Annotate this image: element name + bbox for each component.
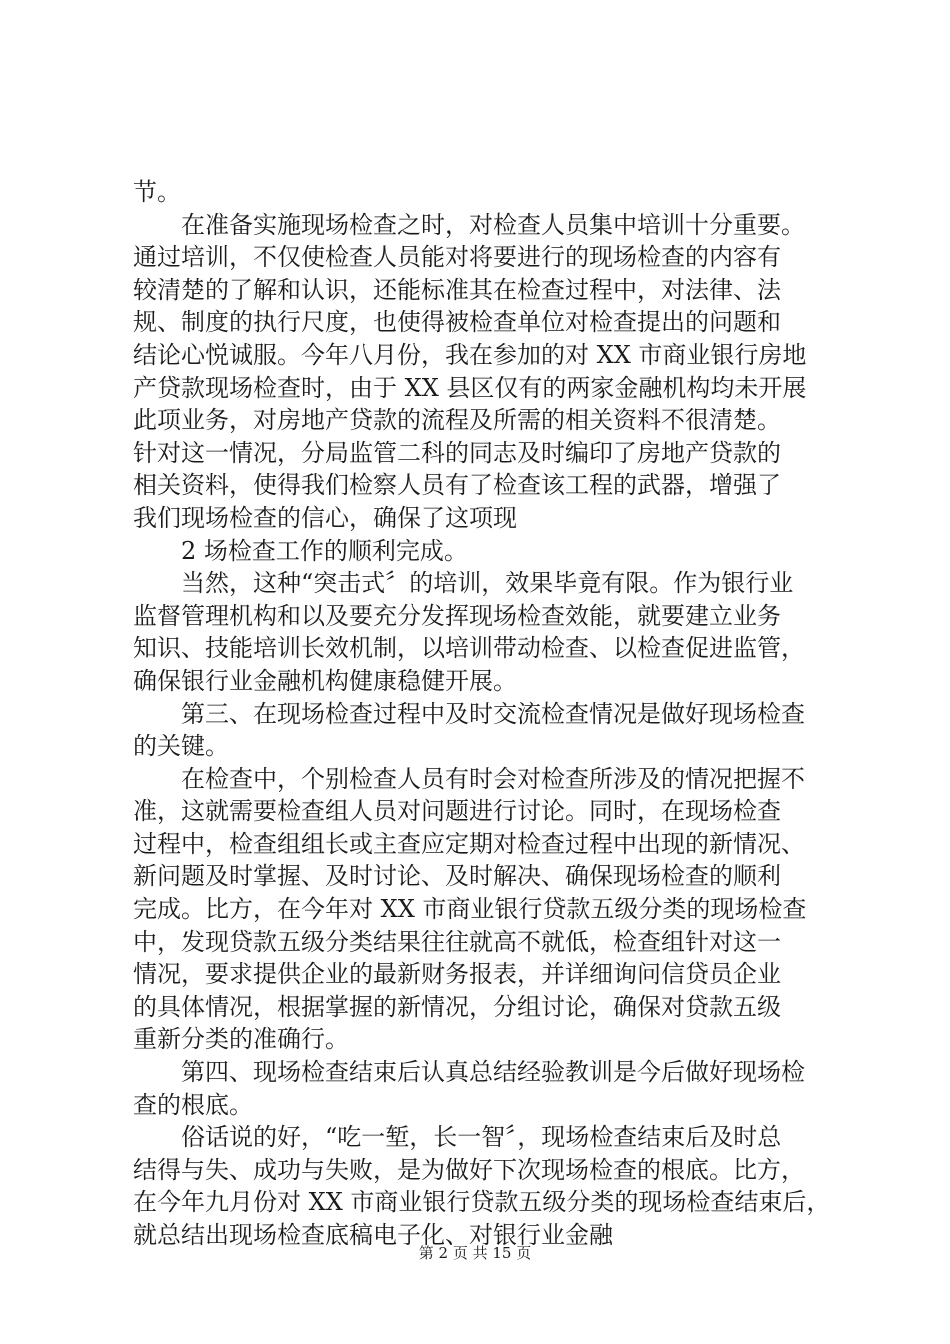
text-line: 结得与失、成功与失败，是为做好下次现场检查的根底。比方，	[133, 1155, 805, 1184]
text-line: 在今年九月份对 XX 市商业银行贷款五级分类的现场检查结束后，	[133, 1188, 831, 1217]
text-line: 产贷款现场检查时，由于 XX 县区仅有的两家金融机构均未开展	[133, 373, 807, 402]
text-line: 当然，这种“突击式〞的培训，效果毕竟有限。作为银行业	[181, 569, 794, 598]
text-line: 重新分类的准确行。	[133, 1025, 349, 1054]
text-line: 完成。比方，在今年对 XX 市商业银行贷款五级分类的现场检查	[133, 895, 807, 924]
text-line: 在准备实施现场检查之时，对检查人员集中培训十分重要。	[181, 210, 805, 239]
text-line: 俗话说的好，“吃一堑，长一智〞，现场检查结束后及时总	[181, 1123, 782, 1152]
text-line: 的关键。	[133, 732, 229, 761]
text-line: 就总结出现场检查底稿电子化、对银行业金融	[133, 1221, 613, 1249]
text-line: 我们现场检查的信心，确保了这项现	[133, 503, 517, 532]
text-line: 监督管理机构和以及要充分发挥现场检查效能，就要建立业务	[133, 601, 781, 630]
text-line: 过程中，检查组组长或主查应定期对检查过程中出现的新情况、	[133, 829, 805, 858]
text-line: 节。	[133, 178, 181, 206]
document-body	[133, 176, 833, 1252]
text-line: 此项业务，对房地产贷款的流程及所需的相关资料不很清楚。	[133, 406, 781, 435]
text-line: 查的根底。	[133, 1090, 253, 1119]
text-line: 在检查中，个别检查人员有时会对检查所涉及的情况把握不	[181, 764, 805, 793]
text-line: 通过培训，不仅使检查人员能对将要进行的现场检查的内容有	[133, 243, 781, 272]
text-line: 相关资料，使得我们检察人员有了检查该工程的武器，增强了	[133, 471, 781, 500]
text-line: 第三、在现场检查过程中及时交流检查情况是做好现场检查	[181, 699, 805, 728]
text-line: 针对这一情况，分局监管二科的同志及时编印了房地产贷款的	[133, 438, 781, 467]
text-line: 较清楚的了解和认识，还能标准其在检查过程中，对法律、法	[133, 275, 781, 304]
text-line: 准，这就需要检查组人员对问题进行讨论。同时，在现场检查	[133, 797, 781, 826]
page-footer: 第 2 页 共 15 页	[418, 1244, 532, 1262]
text-line: 的具体情况，根据掌握的新情况，分组讨论，确保对贷款五级	[133, 992, 781, 1021]
text-line: 新问题及时掌握、及时讨论、及时解决、确保现场检查的顺利	[133, 862, 781, 891]
text-line: 确保银行业金融机构健康稳健开展。	[133, 666, 517, 695]
text-line: 第四、现场检查结束后认真总结经验教训是今后做好现场检	[181, 1058, 805, 1087]
text-line: 规、制度的执行尺度，也使得被检查单位对检查提出的问题和	[133, 308, 781, 337]
text-line: 情况，要求提供企业的最新财务报表，并详细询问信贷员企业	[133, 960, 781, 989]
text-line: 2 场检查工作的顺利完成。	[181, 536, 468, 565]
text-line: 中，发现贷款五级分类结果往往就高不就低，检查组针对这一	[133, 927, 781, 956]
text-line: 知识、技能培训长效机制，以培训带动检查、以检查促进监管，	[133, 634, 805, 663]
text-line: 结论心悦诚服。今年八月份，我在参加的对 XX 市商业银行房地	[133, 340, 807, 369]
